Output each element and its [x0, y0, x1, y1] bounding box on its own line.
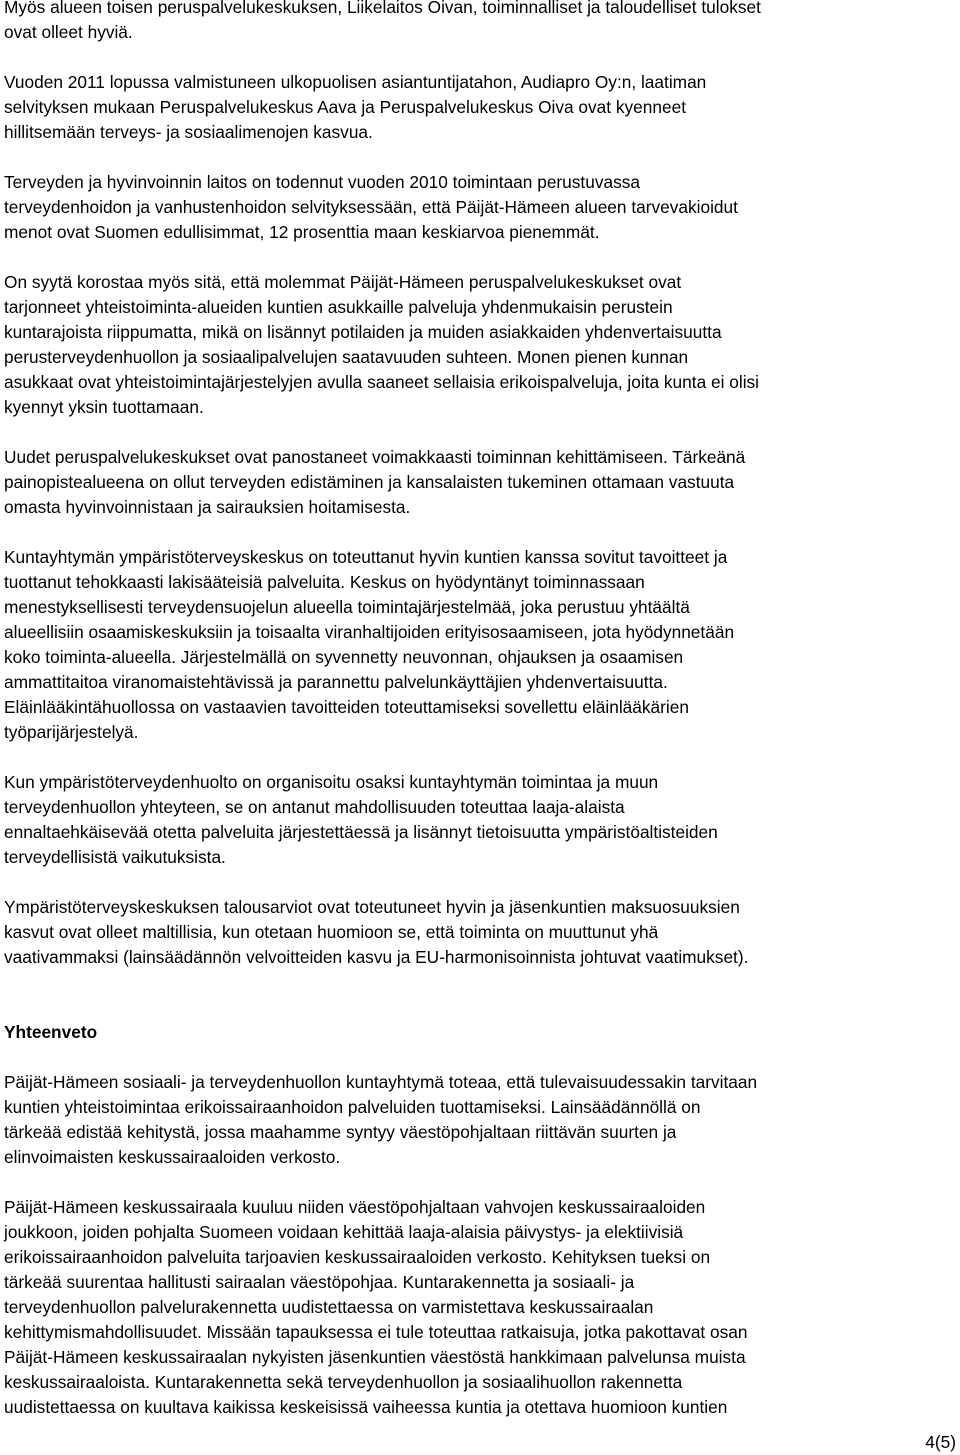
text-line: Eläinlääkintähuollossa on vastaavien tavoitteiden toteuttamiseksi sovellettu eläinlääkärien — [4, 697, 689, 717]
text-line: tärkeää suurentaa hallitusti sairaalan väestöpohjaa. Kuntarakennetta ja sosiaali- ja — [4, 1272, 635, 1292]
text-line: terveydenhuollon yhteyteen, se on antanut mahdollisuuden toteuttaa laaja-alaista — [4, 797, 625, 817]
text-line: kasvut ovat olleet maltillisia, kun otetaan huomioon se, että toiminta on muuttunut yhä — [4, 922, 659, 942]
text-line: Ympäristöterveyskeskuksen talousarviot ovat toteutuneet hyvin ja jäsenkuntien maksuosuuksien — [4, 897, 740, 917]
text-line: tärkeää edistää kehitystä, jossa maahamme syntyy väestöpohjaltaan riittävän suurten ja — [4, 1122, 677, 1142]
page-number: 4(5) — [925, 1432, 956, 1452]
text-line: Päijät-Hämeen keskussairaala kuuluu niiden väestöpohjaltaan vahvojen keskussairaaloiden — [4, 1197, 706, 1217]
text-line: tuottanut tehokkaasti lakisääteisiä palveluita. Keskus on hyödyntänyt toiminnassaan — [4, 572, 645, 592]
text-line: tarjonneet yhteistoiminta-alueiden kuntien asukkaille palveluja yhdenmukaisin perustein — [4, 297, 673, 317]
text-line: vaativammaksi (lainsäädännön velvoitteiden kasvu ja EU-harmonisoinnista johtuvat vaatimukset). — [4, 947, 749, 967]
text-line: Kun ympäristöterveydenhuolto on organisoitu osaksi kuntayhtymän toimintaa ja muun — [4, 772, 659, 792]
text-line: asukkaat ovat yhteistoimintajärjestelyjen avulla saaneet sellaisia erikoispalveluja, joita kunta ei olisi — [4, 372, 760, 392]
text-line: Terveyden ja hyvinvoinnin laitos on todennut vuoden 2010 toimintaan perustuvassa — [4, 172, 640, 192]
paragraph-budget — [4, 895, 956, 970]
text-line: selvityksen mukaan Peruspalvelukeskus Aava ja Peruspalvelukeskus Oiva ovat kyenneet — [4, 97, 687, 117]
text-line: elinvoimaisten keskussairaaloiden verkosto. — [4, 1147, 341, 1167]
text-line: ovat olleet hyviä. — [4, 22, 133, 42]
text-line: perusterveydenhuollon ja sosiaalipalvelujen saatavuuden suhteen. Monen pienen kunnan — [4, 347, 689, 367]
paragraph-environmental-organisation — [4, 770, 956, 870]
text-line: kehittymismahdollisuudet. Missään tapauksessa ei tule toteuttaa ratkaisuja, jotka pakottavat osan — [4, 1322, 748, 1342]
text-line: On syytä korostaa myös sitä, että molemmat Päijät-Hämeen peruspalvelukeskukset ovat — [4, 272, 682, 292]
text-line: Uudet peruspalvelukeskukset ovat panostaneet voimakkaasti toiminnan kehittämiseen. Tärkeänä — [4, 447, 746, 467]
text-line: Kuntayhtymän ympäristöterveyskeskus on toteuttanut hyvin kuntien kanssa sovitut tavoitteet ja — [4, 547, 728, 567]
text-line: uudistettaessa on kuultava kaikissa keskeisissä vaiheessa kuntia ja otettava huomioon kuntien — [4, 1397, 728, 1417]
text-line: kyennyt yksin tuottamaan. — [4, 397, 204, 417]
text-line: menot ovat Suomen edullisimmat, 12 prosenttia maan keskiarvoa pienemmät. — [4, 222, 600, 242]
text-line: ennaltaehkäisevää otetta palveluita järjestettäessä ja lisännyt tietoisuutta ympäristöaltisteiden — [4, 822, 718, 842]
text-line: työparijärjestelyä. — [4, 722, 139, 742]
paragraph-equal-services — [4, 270, 956, 420]
text-line: keskussairaaloista. Kuntarakennetta sekä terveydenhuollon ja sosiaalihuollon rakennetta — [4, 1372, 683, 1392]
text-line: Myös alueen toisen peruspalvelukeskuksen, Liikelaitos Oivan, toiminnalliset ja taloudelliset tulokset — [4, 0, 761, 17]
text-line: menestyksellisesti terveydensuojelun alueella toimintajärjestelmää, joka perustuu yhtäältä — [4, 597, 690, 617]
text-line: ammattitaitoa viranomaistehtävissä ja parannettu palvelunkäyttäjien yhdenvertaisuutta. — [4, 672, 668, 692]
text-line: painopistealueena on ollut terveyden edistäminen ja kansalaisten tukeminen ottamaan vastuuta — [4, 472, 735, 492]
paragraph-environmental-health — [4, 545, 956, 745]
text-line: terveydellisistä vaikutuksista. — [4, 847, 226, 867]
paragraph-audiapro-report — [4, 70, 956, 145]
section-heading-summary: Yhteenveto — [4, 1022, 98, 1042]
paragraph-oiva-results — [4, 0, 956, 45]
text-line: hillitsemään terveys- ja sosiaalimenojen kasvua. — [4, 122, 373, 142]
text-line: Päijät-Hämeen sosiaali- ja terveydenhuollon kuntayhtymä toteaa, että tulevaisuudessakin tarvitaan — [4, 1072, 758, 1092]
text-line: koko toiminta-alueella. Järjestelmällä on syvennetty neuvonnan, ohjauksen ja osaamisen — [4, 647, 684, 667]
paragraph-summary-cooperation — [4, 1070, 956, 1170]
text-line: terveydenhuollon palvelurakennetta uudistettaessa on varmistettava keskussairaalan — [4, 1297, 654, 1317]
paragraph-development — [4, 445, 956, 520]
text-line: alueellisiin osaamiskeskuksiin ja toisaalta viranhaltijoiden erityisosaamiseen, jota hyödynnetään — [4, 622, 735, 642]
document-page — [4, 0, 956, 1420]
text-line: omasta hyvinvoinnistaan ja sairauksien hoitamisesta. — [4, 497, 411, 517]
text-line: kuntarajoista riippumatta, mikä on lisännyt potilaiden ja muiden asiakkaiden yhdenvertaisuutta — [4, 322, 722, 342]
paragraph-summary-central-hospital — [4, 1195, 956, 1420]
text-line: joukkoon, joiden pohjalta Suomeen voidaan kehittää laaja-alaisia päivystys- ja elektiivisiä — [4, 1222, 684, 1242]
text-line: Päijät-Hämeen keskussairaalan nykyisten jäsenkuntien väestöstä hankkimaan palvelunsa muista — [4, 1347, 746, 1367]
text-line: erikoissairaanhoidon palveluita tarjoavien keskussairaaloiden verkosto. Kehityksen tueksi on — [4, 1247, 711, 1267]
text-line: Vuoden 2011 lopussa valmistuneen ulkopuolisen asiantuntijatahon, Audiapro Oy:n, laatiman — [4, 72, 707, 92]
paragraph-thl-report — [4, 170, 956, 245]
text-line: kuntien yhteistoimintaa erikoissairaanhoidon palveluiden tuottamiseksi. Lainsäädännöllä on — [4, 1097, 701, 1117]
text-line: terveydenhoidon ja vanhustenhoidon selvityksessään, että Päijät-Hämeen alueen tarvevakioidut — [4, 197, 738, 217]
